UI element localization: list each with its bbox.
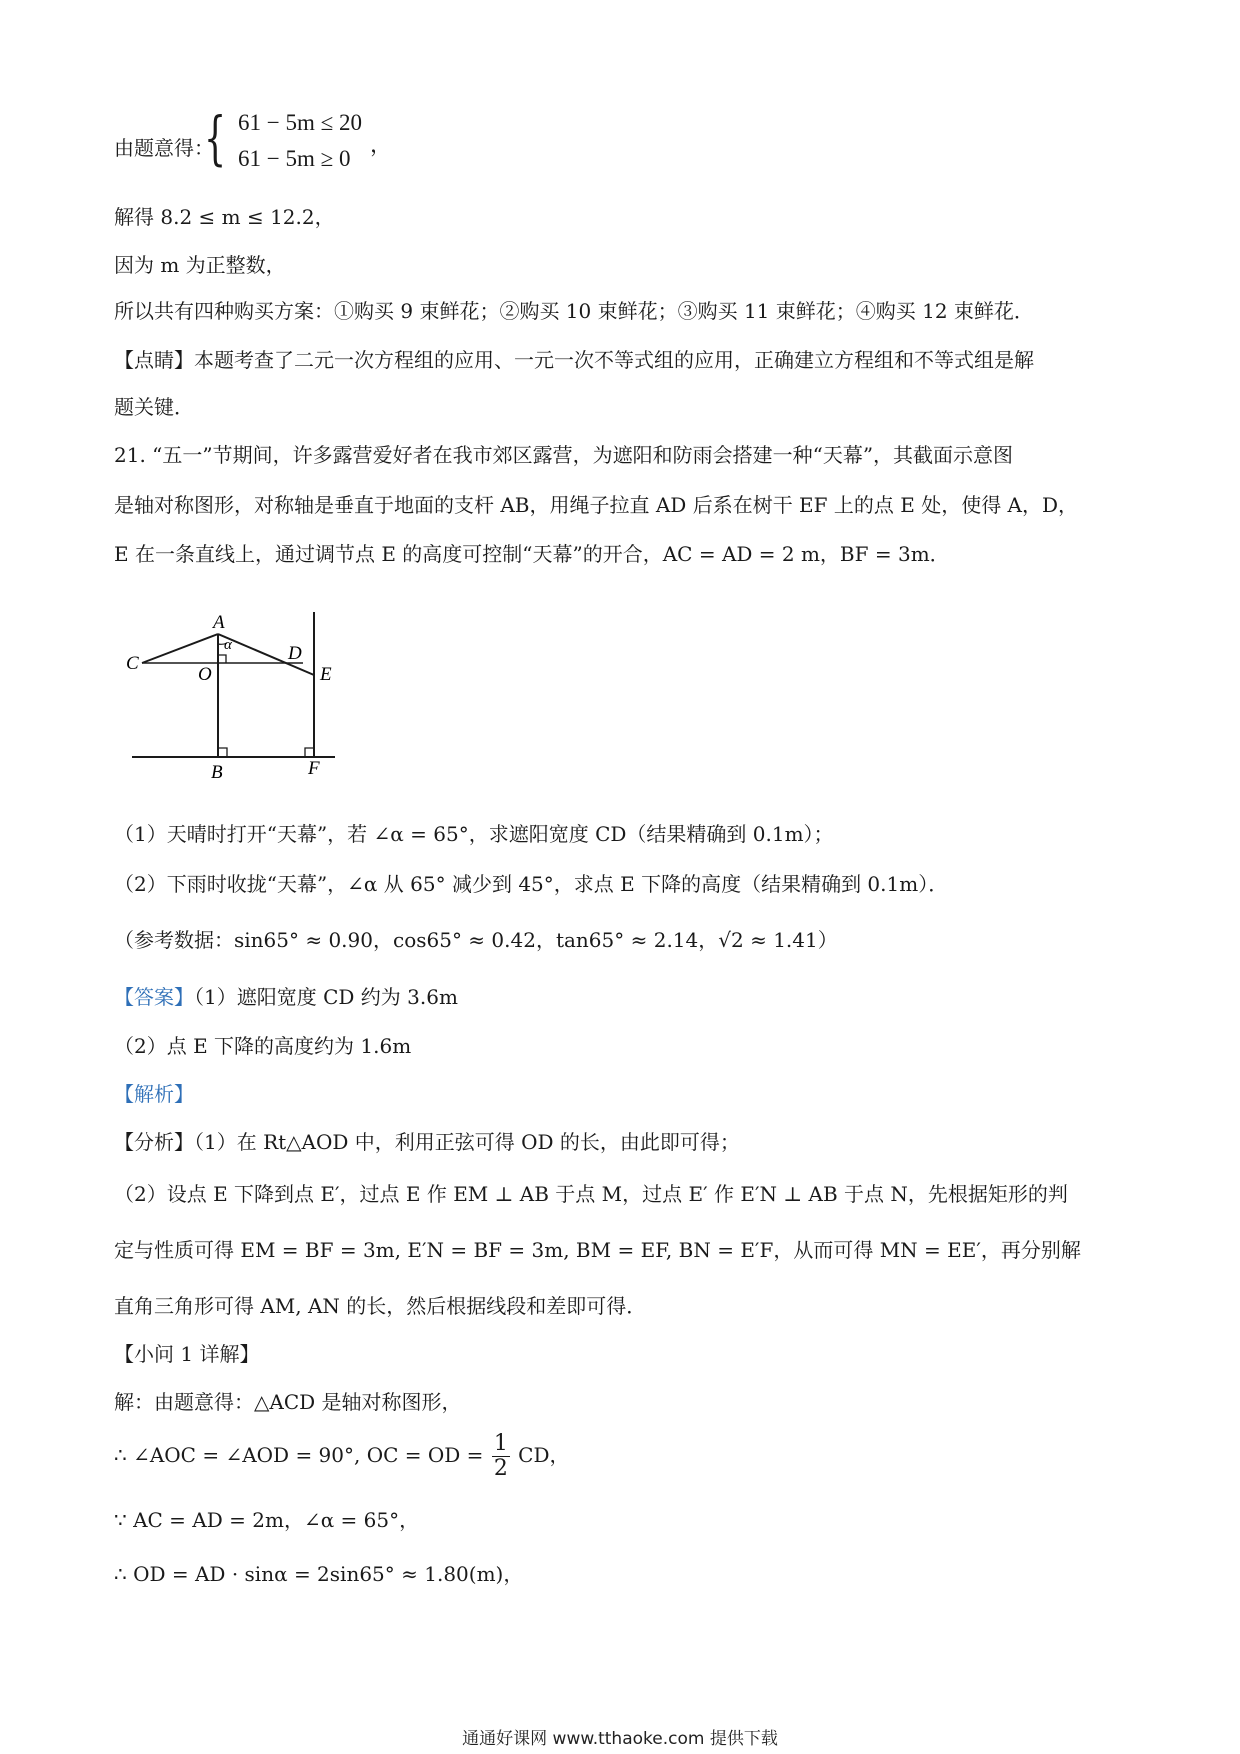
system-comma: ， (370, 133, 393, 158)
system-label: 由题意得： (114, 136, 214, 160)
solution-step-3: ∵ AC = AD = 2m，∠α = 65°， (114, 1508, 420, 1532)
analysis-part-2-line-2: 定与性质可得 EM = BF = 3m, E′N = BF = 3m, BM = EF, BN = E′F，从而可得 MN = EE′，再分别解 (114, 1238, 1081, 1262)
fraction-numerator: 1 (493, 1431, 508, 1456)
geometry-figure (120, 600, 360, 785)
system-row-2: 61 − 5m ≥ 0 (238, 146, 351, 171)
solution-step-4: ∴ OD = AD · sinα = 2sin65° ≈ 1.80(m)， (114, 1562, 524, 1586)
analysis-part-2-line-1: （2）设点 E 下降到点 E′，过点 E 作 EM ⊥ AB 于点 M，过点 E′ 作 E′N ⊥ AB 于点 N，先根据矩形的判 (114, 1182, 1068, 1206)
right-angle-o (218, 655, 226, 663)
step-2-lhs: ∴ ∠AOC = ∠AOD = 90°, OC = OD = (114, 1443, 484, 1467)
step-2-rhs: CD， (518, 1443, 570, 1467)
fraction-denominator: 2 (493, 1456, 508, 1481)
answer-tag: 【答案】 (114, 985, 194, 1009)
purchase-plans: 所以共有四种购买方案：①购买 9 束鲜花；②购买 10 束鲜花；③购买 11 束鲜花；④购买 12 束鲜花． (114, 299, 1034, 323)
label-alpha: α (224, 637, 232, 653)
page-footer: 通通好课网 www.tthaoke.com 提供下载 (462, 1729, 778, 1749)
part-1-question: （1）天晴时打开“天幕”，若 ∠α = 65°，求遮阳宽度 CD（结果精确到 0.1m）； (114, 822, 834, 846)
solution-range: 解得 8.2 ≤ m ≤ 12.2， (114, 205, 335, 229)
question-21-line-2: 是轴对称图形，对称轴是垂直于地面的支杆 AB，用绳子拉直 AD 后系在树干 EF 上的点 E 处，使得 A，D， (114, 493, 1079, 517)
label-d: D (288, 643, 302, 664)
analysis-heading: 【解析】 (114, 1082, 194, 1106)
rope-ac (142, 634, 218, 663)
analysis-part-1: 【分析】（1）在 Rt△AOD 中，利用正弦可得 OD 的长，由此即可得； (114, 1130, 740, 1154)
integer-note: 因为 m 为正整数， (114, 253, 286, 277)
answer-line-2: （2）点 E 下降的高度约为 1.6m (114, 1034, 412, 1058)
label-a: A (213, 612, 225, 633)
label-c: C (126, 653, 139, 674)
reference-data: （参考数据：sin65° ≈ 0.90，cos65° ≈ 0.42，tan65° ≈ 2.14，√2 ≈ 1.41） (114, 928, 838, 952)
analysis-part-2-line-3: 直角三角形可得 AM, AN 的长，然后根据线段和差即可得． (114, 1294, 647, 1318)
subquestion-1-heading: 【小问 1 详解】 (114, 1342, 260, 1366)
solution-step-2 (114, 1430, 570, 1481)
brace-symbol: { (204, 104, 227, 172)
system-row-1: 61 − 5m ≤ 20 (238, 110, 362, 135)
label-f: F (308, 758, 320, 779)
label-e: E (320, 664, 332, 685)
answer-1-text: （1）遮阳宽度 CD 约为 3.6m (194, 985, 458, 1009)
solution-step-1: 解：由题意得：△ACD 是轴对称图形， (114, 1390, 462, 1414)
right-angle-f (305, 748, 314, 757)
comment-line-2: 题关键． (114, 395, 194, 419)
label-o: O (198, 664, 212, 685)
right-angle-b (218, 748, 227, 757)
label-b: B (211, 762, 223, 783)
fraction-one-half (492, 1432, 510, 1481)
answer-line-1 (114, 983, 458, 1011)
part-2-question: （2）下雨时收拢“天幕”，∠α 从 65° 减少到 45°，求点 E 下降的高度（结果精确到 0.1m）． (114, 872, 949, 896)
question-21-line-3: E 在一条直线上，通过调节点 E 的高度可控制“天幕”的开合，AC = AD = 2 m，BF = 3m． (114, 542, 950, 566)
comment-line-1: 【点睛】本题考查了二元一次方程组的应用、一元一次不等式组的应用，正确建立方程组和不等式组是解 (114, 348, 1034, 372)
question-21-line-1: 21. “五一”节期间，许多露营爱好者在我市郊区露营，为遮阳和防雨会搭建一种“天幕”，其截面示意图 (114, 443, 1014, 467)
